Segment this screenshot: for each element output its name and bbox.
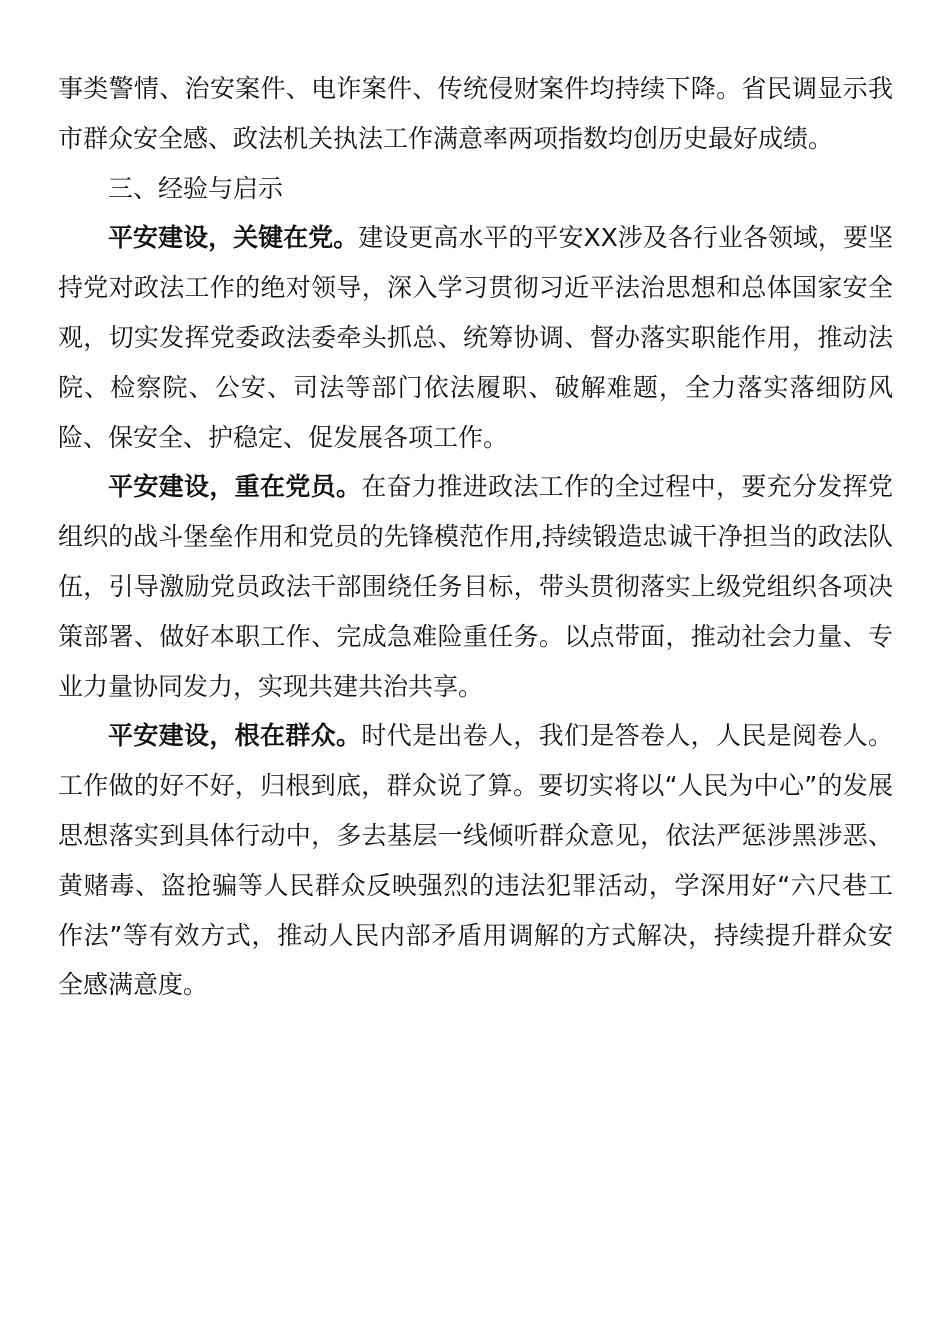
paragraph-text: 事类警情、治安案件、电诈案件、传统侵财案件均持续下降。省民调显示我市群众安全感、政法机关执法工作满意率两项指数均创历史最好成绩。 bbox=[58, 74, 893, 153]
paragraph-lead: 平安建设，关键在党。 bbox=[108, 223, 359, 253]
paragraph-members bbox=[58, 462, 893, 711]
paragraph-masses bbox=[58, 711, 893, 1010]
paragraph-text: 建设更高水平的平安XX涉及各行业各领域，要坚持党对政法工作的绝对领导，深入学习贯彻习近平法治思想和总体国家安全观，切实发挥党委政法委牵头抓总、统筹协调、督办落实职能作用，推动法院、检察院、公安、司法等部门依法履职、破解难题，全力落实落细防风险、保安全、护稳定、促发展各项工作。 bbox=[58, 223, 893, 452]
paragraph-lead: 平安建设，根在群众。 bbox=[108, 721, 362, 751]
paragraph-lead: 平安建设，重在党员。 bbox=[108, 472, 362, 502]
paragraph-text: 在奋力推进政法工作的全过程中，要充分发挥党组织的战斗堡垒作用和党员的先锋模范作用,持续锻造忠诚干净担当的政法队伍，引导激励党员政法干部围绕任务目标，带头贯彻落实上级党组织各项决策部署、做好本职工作、完成急难险重任务。以点带面，推动社会力量、专业力量协同发力，实现共建共治共享。 bbox=[58, 472, 893, 701]
paragraph-party bbox=[58, 213, 893, 462]
paragraph-text: 时代是出卷人，我们是答卷人，人民是阅卷人。工作做的好不好，归根到底，群众说了算。要切实将以“人民为中心”的发展思想落实到具体行动中，多去基层一线倾听群众意见，依法严惩涉黑涉恶、黄赌毒、盗抢骗等人民群众反映强烈的违法犯罪活动，学深用好“六尺巷工作法”等有效方式，推动人民内部矛盾用调解的方式解决，持续提升群众安全感满意度。 bbox=[58, 721, 893, 1000]
document-page bbox=[58, 64, 893, 1010]
section-heading bbox=[58, 164, 893, 214]
section-heading-text: 三、经验与启示 bbox=[108, 173, 284, 203]
paragraph-continuation bbox=[58, 64, 893, 164]
